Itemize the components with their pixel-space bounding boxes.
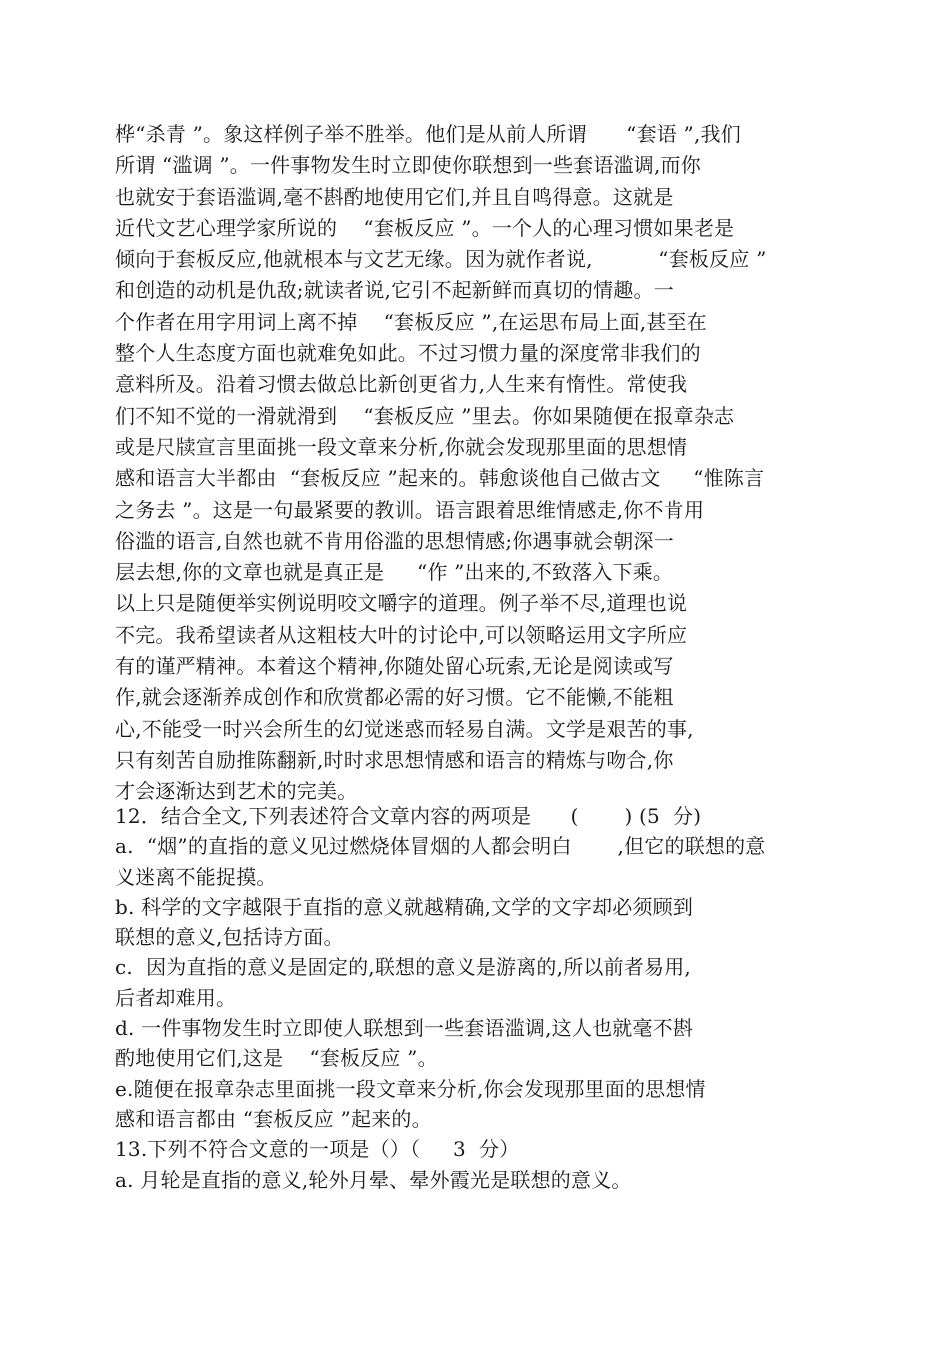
passage-line: 整个人生态度方面也就难免如此。不过习惯力量的深度常非我们的 [115, 341, 701, 366]
passage-line: 倾向于套板反应,他就根本与文艺无缘。因为就作者说, “套板反应 ” [115, 247, 767, 272]
passage-line: 近代文艺心理学家所说的 “套板反应 ”。一个人的心理习惯如果老是 [115, 215, 735, 240]
question-12 [115, 801, 815, 1134]
passage-line: 意料所及。沿着习惯去做总比新创更省力,人生来有惰性。常使我 [115, 372, 688, 397]
passage-line: 作,就会逐渐养成创作和欣赏都必需的好习惯。它不能懒,不能粗 [115, 685, 674, 710]
passage-line: 不完。我希望读者从这粗枝大叶的讨论中,可以领略运用文字所应 [115, 622, 688, 647]
option-b-line: 联想的意义,包括诗方面。 [115, 925, 344, 950]
option-b-line: b. 科学的文字越限于直指的意义就越精确,文学的文字却必须顾到 [115, 894, 694, 919]
option-e-line: e.随便在报章杂志里面挑一段文章来分析,你会发现那里面的思想情 [115, 1076, 706, 1101]
passage-text [115, 119, 815, 808]
passage-line: 以上只是随便举实例说明咬文嚼字的道理。例子举不尽,道理也说 [115, 591, 688, 616]
passage-line: 个作者在用字用词上离不掉 “套板反应 ”,在运思布局上面,甚至在 [115, 309, 707, 334]
option-e-line: 感和语言都由 “套板反应 ”起来的。 [115, 1106, 432, 1131]
passage-line: 们不知不觉的一滑就滑到 “套板反应 ”里去。你如果随便在报章杂志 [115, 403, 735, 428]
question-13-stem: 13.下列不符合文意的一项是（）（ 3 分） [115, 1137, 520, 1162]
passage-line: 和创造的动机是仇敌;就读者说,它引不起新鲜而真切的情趣。一 [115, 278, 674, 303]
questions-section [115, 801, 815, 1195]
question-12-stem: 12．结合全文,下列表述符合文章内容的两项是 ( ) (5 分) [115, 804, 702, 828]
question-12-option-d [115, 1013, 815, 1074]
passage-line: 心,不能受一时兴会所生的幻觉迷惑而轻易自满。文学是艰苦的事, [115, 716, 694, 741]
passage-line: 只有刻苦自励推陈翻新,时时求思想情感和语言的精炼与吻合,你 [115, 747, 674, 772]
passage-line: 也就安于套语滥调,毫不斟酌地使用它们,并且自鸣得意。这就是 [115, 184, 674, 209]
option-d-line: d. 一件事物发生时立即使人联想到一些套语滥调,这人也就毫不斟 [115, 1016, 694, 1041]
option-c-line: 后者却难用。 [115, 985, 237, 1010]
option-c-line: c. 因为直指的意义是固定的,联想的意义是游离的,所以前者易用, [115, 955, 691, 980]
question-12-option-b [115, 892, 815, 953]
question-13-option-a [115, 1165, 815, 1195]
passage-line: 感和语言大半都由 “套板反应 ”起来的。韩愈谈他自己做古文 “惟陈言 [115, 466, 765, 491]
option-a-line: 义迷离不能捉摸。 [115, 864, 277, 889]
passage-line: 有的谨严精神。本着这个精神,你随处留心玩索,无论是阅读或写 [115, 654, 674, 679]
question-12-option-c [115, 952, 815, 1013]
passage-line: 所谓 “滥调 ”。一件事物发生时立即使你联想到一些套语滥调,而你 [115, 153, 701, 178]
passage-line: 才会逐渐达到艺术的完美。 [115, 779, 358, 804]
option-a-line: a. “烟”的直指的意义见过燃烧体冒烟的人都会明白 ,但它的联想的意 [115, 834, 766, 859]
passage-line: 或是尺牍宣言里面挑一段文章来分析,你就会发现那里面的思想情 [115, 434, 688, 459]
question-12-option-a [115, 831, 815, 892]
question-13 [115, 1134, 815, 1195]
option-a-line: a. 月轮是直指的意义,轮外月晕、晕外霞光是联想的意义。 [115, 1167, 632, 1192]
passage-line: 之务去 ”。这是一句最紧要的教训。语言跟着思维情感走,你不肯用 [115, 497, 705, 522]
passage-line: 桦“杀青 ”。象这样例子举不胜举。他们是从前人所谓 “套语 ”,我们 [115, 122, 741, 146]
passage-line: 俗滥的语言,自然也就不肯用俗滥的思想情感;你遇事就会朝深一 [115, 528, 674, 553]
question-12-option-e [115, 1074, 815, 1135]
option-d-line: 酌地使用它们,这是 “套板反应 ”。 [115, 1046, 438, 1071]
passage-line: 层去想,你的文章也就是真正是 “作 ”出来的,不致落入下乘。 [115, 560, 674, 585]
